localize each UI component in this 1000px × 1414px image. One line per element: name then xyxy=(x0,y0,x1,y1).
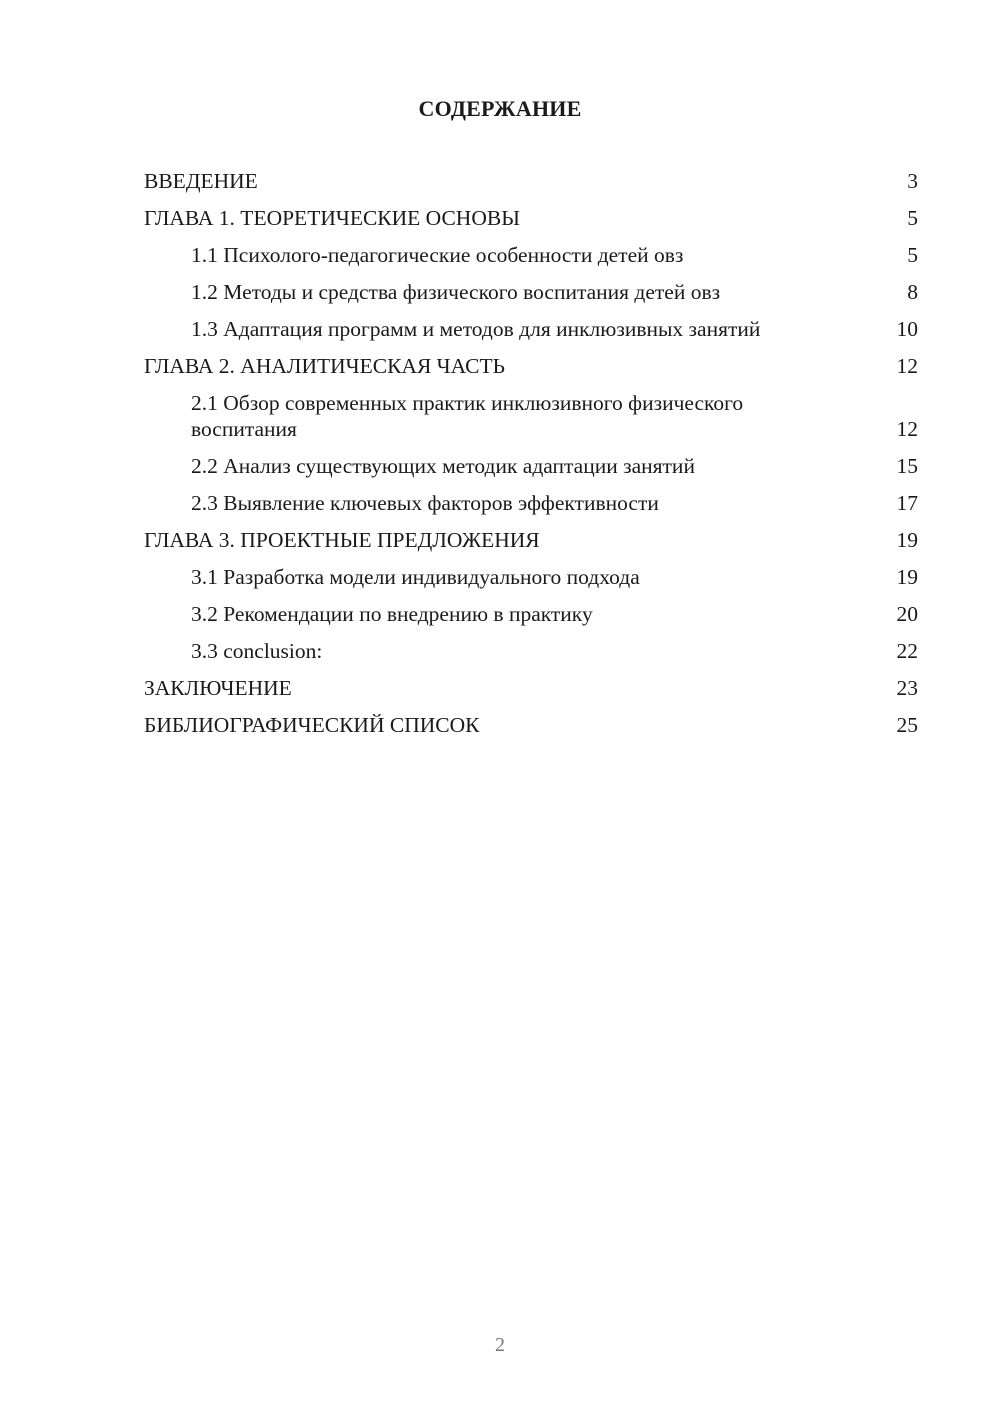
toc-entry-label: ГЛАВА 2. АНАЛИТИЧЕСКАЯ ЧАСТЬ xyxy=(144,354,505,378)
toc-entry-label: 1.2 Методы и средства физического воспитания детей овз xyxy=(191,280,721,304)
table-of-contents xyxy=(144,168,918,749)
toc-entry-label: 1.3 Адаптация программ и методов для инклюзивных занятий xyxy=(191,317,761,341)
toc-entry-label: БИБЛИОГРАФИЧЕСКИЙ СПИСОК xyxy=(144,713,480,737)
toc-entry-section-1-3[interactable] xyxy=(144,316,918,342)
page-title: СОДЕРЖАНИЕ xyxy=(418,96,582,121)
toc-entry-page: 25 xyxy=(896,713,918,737)
toc-entry-introduction[interactable] xyxy=(144,168,918,194)
toc-entry-chapter-3[interactable] xyxy=(144,527,918,553)
toc-entry-label: 3.3 conclusion: xyxy=(191,639,323,663)
toc-entry-page: 22 xyxy=(896,639,918,663)
toc-entry-page: 20 xyxy=(896,602,918,626)
toc-entry-section-3-3[interactable] xyxy=(144,638,918,664)
toc-entry-label: ЗАКЛЮЧЕНИЕ xyxy=(144,676,292,700)
toc-entry-page: 19 xyxy=(896,565,918,589)
toc-entry-section-3-1[interactable] xyxy=(144,564,918,590)
toc-entry-page: 3 xyxy=(907,169,918,193)
toc-entry-section-1-1[interactable] xyxy=(144,242,918,268)
toc-entry-section-2-3[interactable] xyxy=(144,490,918,516)
toc-entry-page: 23 xyxy=(896,676,918,700)
toc-entry-section-2-1[interactable] xyxy=(144,390,918,442)
toc-entry-label: ВВЕДЕНИЕ xyxy=(144,169,258,193)
toc-entry-page: 17 xyxy=(896,491,918,515)
page-number: 2 xyxy=(495,1334,505,1356)
toc-entry-page: 5 xyxy=(907,243,918,267)
toc-entry-page: 5 xyxy=(907,206,918,230)
toc-entry-label: 2.3 Выявление ключевых факторов эффективности xyxy=(191,491,659,515)
toc-entry-label: 1.1 Психолого-педагогические особенности детей овз xyxy=(191,243,684,267)
toc-entry-label: ГЛАВА 3. ПРОЕКТНЫЕ ПРЕДЛОЖЕНИЯ xyxy=(144,528,540,552)
toc-entry-page: 15 xyxy=(896,454,918,478)
toc-entry-page: 8 xyxy=(907,280,918,304)
toc-entry-label: 2.2 Анализ существующих методик адаптации занятий xyxy=(191,454,695,478)
toc-entry-label: ГЛАВА 1. ТЕОРЕТИЧЕСКИЕ ОСНОВЫ xyxy=(144,206,520,230)
toc-entry-page: 19 xyxy=(896,528,918,552)
toc-entry-label: 3.1 Разработка модели индивидуального подхода xyxy=(191,565,640,589)
toc-entry-page: 12 xyxy=(896,354,918,378)
toc-entry-page: 12 xyxy=(896,417,918,441)
toc-entry-section-2-2[interactable] xyxy=(144,453,918,479)
toc-entry-chapter-1[interactable] xyxy=(144,205,918,231)
toc-entry-conclusion[interactable] xyxy=(144,675,918,701)
toc-entry-page: 10 xyxy=(896,317,918,341)
toc-entry-label: 3.2 Рекомендации по внедрению в практику xyxy=(191,602,593,626)
toc-entry-section-3-2[interactable] xyxy=(144,601,918,627)
toc-entry-chapter-2[interactable] xyxy=(144,353,918,379)
toc-entry-bibliography[interactable] xyxy=(144,712,918,738)
toc-entry-section-1-2[interactable] xyxy=(144,279,918,305)
toc-entry-label: 2.1 Обзор современных практик инклюзивного физического воспитания xyxy=(191,391,744,441)
